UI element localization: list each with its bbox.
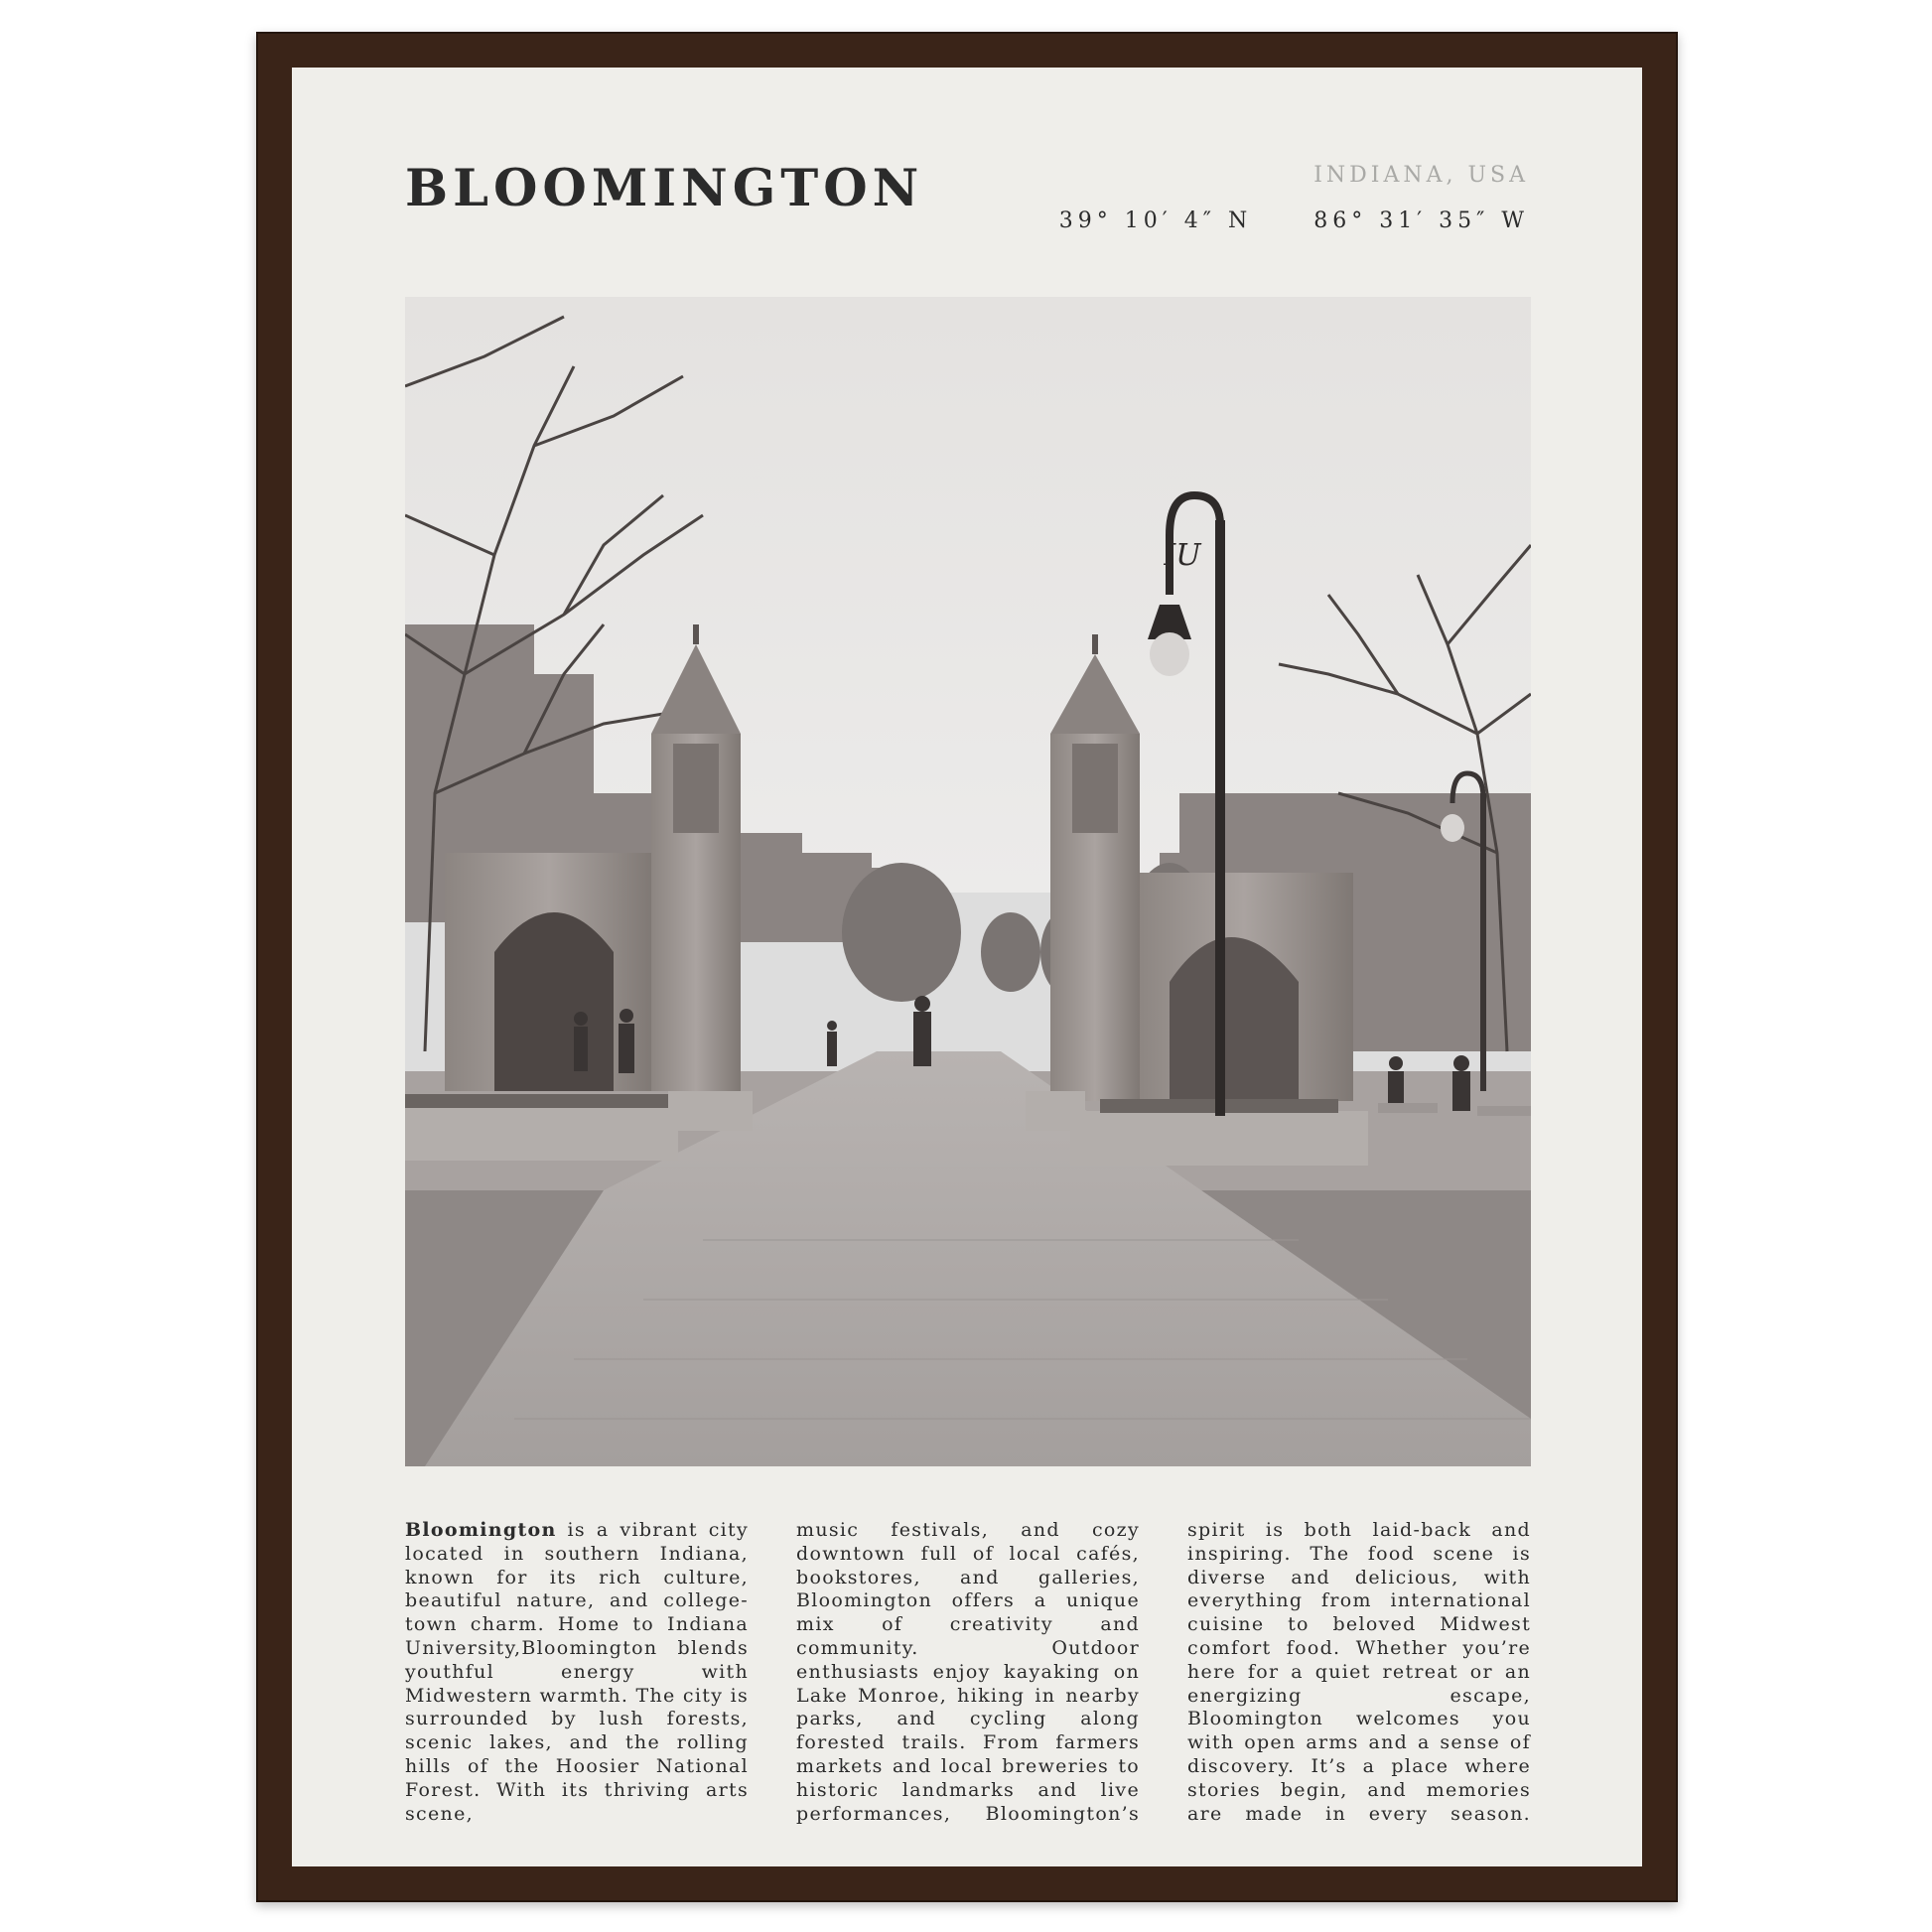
column-1-text: is a vibrant city located in southern Indiana, known for its rich culture, beautiful nature, and college-town charm. Home to Indiana University,Bloomington blends youthful energy with Midwestern warmth. The city is surrounded by lush forests, scenic lakes, and the rolling hills of the Hoosier National Forest. With its thriving arts scene, [405, 1519, 749, 1825]
description-column-2: music festivals, and cozy downtown full of local cafés, bookstores, and galleries, Bloomington offers a unique mix of creativity and community. Outdoor enthusiasts enjoy kayaking on Lake Monroe, hiking in nearby parks, and cycling along forested trails. From farmers markets and local breweries to historic landmarks and live performances, Bloomington’s [796, 1519, 1140, 1825]
lamp-emblem: IU [1164, 538, 1201, 573]
longitude: 86° 31′ 35″ W [1313, 208, 1529, 233]
poster-mat [292, 68, 1642, 1866]
description-column-3: spirit is both laid-back and inspiring. The food scene is diverse and delicious, with everything from international cuisine to beloved Midwest comfort food. Whether you’re here for a quiet retreat or an energizing escape, Bloomington welcomes you with open arms and a sense of discovery. It’s a place where stories begin, and memories are made in every season. [1187, 1519, 1531, 1825]
description [405, 1519, 1531, 1826]
coordinates [1059, 208, 1529, 233]
latitude: 39° 10′ 4″ N [1058, 208, 1253, 233]
lead-word: Bloomington [405, 1519, 557, 1541]
poster-title: BLOOMINGTON [405, 159, 924, 218]
description-column-1 [405, 1519, 749, 1826]
region-label: INDIANA, USA [1313, 163, 1529, 188]
wooden-frame [256, 32, 1678, 1902]
campus-gate-photo [405, 297, 1531, 1466]
